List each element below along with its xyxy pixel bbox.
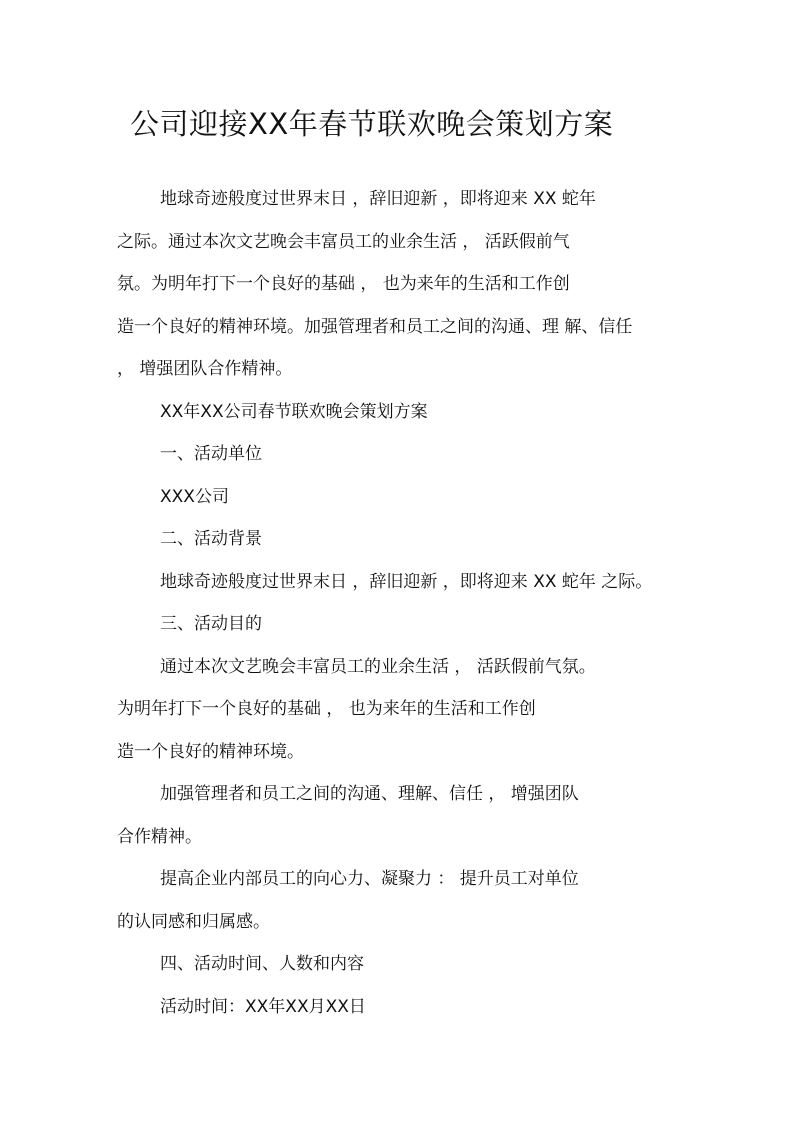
paragraph-line: ， 增强团队合作精神。 — [117, 359, 293, 379]
paragraph-line: 造一个良好的精神环境。加强管理者和员工之间的沟通、理 解、信任 — [117, 317, 633, 337]
paragraph-line: 之际。通过本次文艺晚会丰富员工的业余生活 ， 活跃假前气 — [117, 232, 570, 252]
paragraph-line: 活动时间：XX年XX月XX日 — [160, 997, 366, 1017]
section-heading: 四、活动时间、人数和内容 — [160, 954, 364, 974]
section-heading: XX年XX公司春节联欢晚会策划方案 — [160, 402, 428, 422]
paragraph-line: 地球奇迹般度过世界末日 ，辞旧迎新 ，即将迎来 XX 蛇年 — [160, 189, 596, 209]
section-heading: 一、活动单位 — [160, 444, 262, 464]
paragraph-line: 地球奇迹般度过世界末日 ，辞旧迎新 ，即将迎来 XX 蛇年 之际。 — [160, 572, 653, 592]
paragraph-line: 氛。为明年打下一个良好的基础 ， 也为来年的生活和工作创 — [117, 274, 570, 294]
paragraph-line: 加强管理者和员工之间的沟通、理解、信任 ， 增强团队 — [160, 784, 579, 804]
paragraph-line: 提高企业内部员工的向心力、凝聚力 ： 提升员工对单位 — [160, 869, 579, 889]
section-heading: 三、活动目的 — [160, 614, 262, 634]
section-heading: 二、活动背景 — [160, 529, 262, 549]
paragraph-line: 通过本次文艺晚会丰富员工的业余生活 ， 活跃假前气氛。 — [160, 657, 596, 677]
paragraph-line: 合作精神。 — [117, 827, 202, 847]
paragraph-line: XXX公司 — [160, 487, 229, 507]
paragraph-line: 为明年打下一个良好的基础 ， 也为来年的生活和工作创 — [117, 699, 536, 719]
document-title: 公司迎接XX年春节联欢晚会策划方案 — [130, 107, 614, 141]
paragraph-line: 的认同感和归属感。 — [117, 912, 270, 932]
paragraph-line: 造一个良好的精神环境。 — [117, 742, 304, 762]
